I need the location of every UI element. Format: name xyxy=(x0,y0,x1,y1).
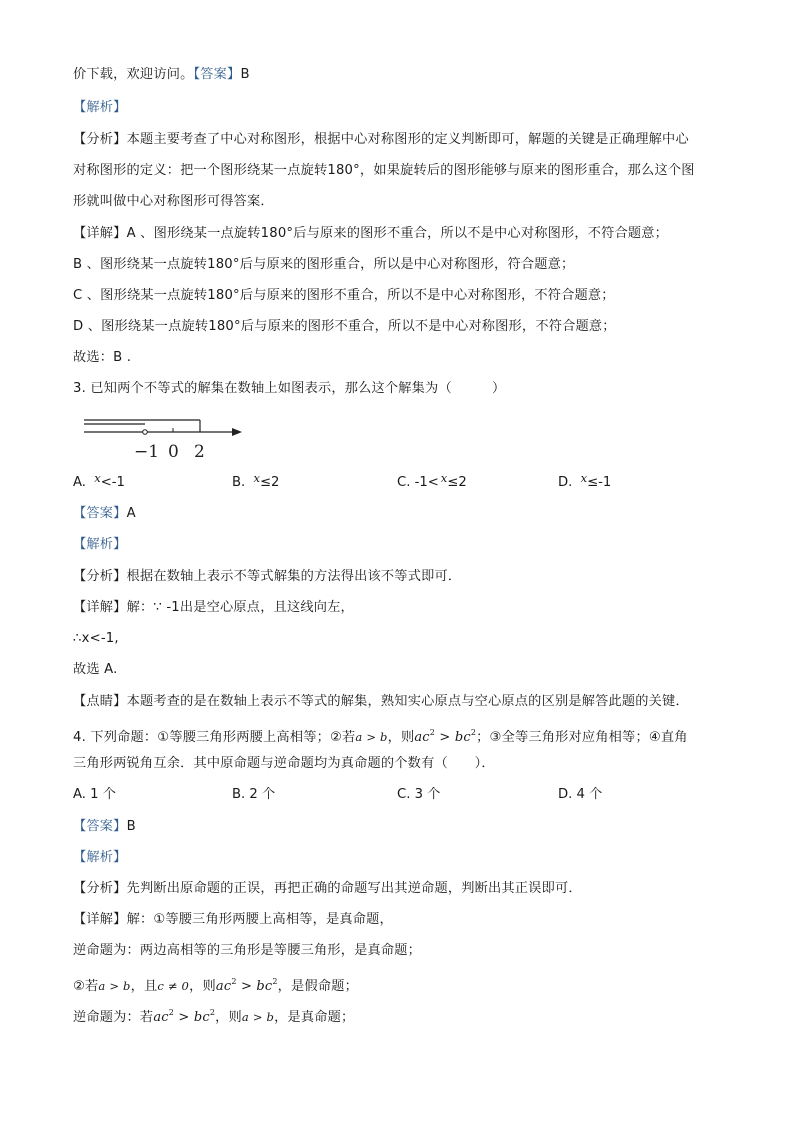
xiangjie-tag: 【详解】 xyxy=(73,912,127,927)
answer-tag: 【答案】 xyxy=(73,506,127,521)
math-a-gt-b: a > b xyxy=(98,979,131,993)
q4-stem-line-2: 三角形两锐角互余．其中原命题与逆命题均为真命题的个数有（ ）． xyxy=(73,756,495,771)
q2-choose: 故选：B . xyxy=(73,350,132,365)
dianjing-text: 本题考查的是在数轴上表示不等式的解集，熟知实心原点与空心原点的区别是解答此题的关键． xyxy=(126,694,689,709)
open-point xyxy=(143,430,148,435)
math-ac2-gt-bc2: $ac^2 > bc^2$ xyxy=(414,728,477,745)
option-a: A. x<-1 xyxy=(73,471,125,490)
jiexi-heading: 【解析】 xyxy=(73,850,127,865)
option-a: A. 1 个 xyxy=(73,787,116,802)
fenxi-text: 本题主要考查了中心对称图形，根据中心对称图形的定义判断即可，解题的关键是正确理解中心 xyxy=(126,132,689,147)
answer-tag: 【答案】 xyxy=(73,819,127,834)
var-x: x xyxy=(440,471,448,485)
q2-xiangjie-line-a xyxy=(73,224,723,244)
q3-fenxi-line xyxy=(73,567,723,587)
math-a-gt-b: a > b xyxy=(355,730,388,744)
answer-value: A xyxy=(126,506,136,521)
q3-dianjing-line xyxy=(73,692,723,712)
xiangjie-text: 解：①等腰三角形两腰上高相等，是真命题， xyxy=(126,912,393,927)
fenxi-tag: 【分析】 xyxy=(73,132,127,147)
option-b: B. x≤2 xyxy=(232,471,280,490)
q4-converse-1: 逆命题为：两边高相等的三角形是等腰三角形，是真命题； xyxy=(73,943,422,958)
xiangjie-text: A 、图形绕某一点旋转180°后与原来的图形不重合，所以不是中心对称图形，不符合题意； xyxy=(126,226,669,241)
intro-text: 价下载，欢迎访问。 xyxy=(73,67,194,82)
answer-value: B xyxy=(240,67,250,82)
q3-therefore: ∴x<-1, xyxy=(73,631,119,646)
math-ac2-gt-bc2: $ac^2 > bc^2$ xyxy=(153,1008,216,1025)
q2-line-b: B 、图形绕某一点旋转180°后与原来的图形重合，所以是中心对称图形，符合题意； xyxy=(73,257,575,272)
label-two: 2 xyxy=(194,442,205,462)
dianjing-tag: 【点睛】 xyxy=(73,694,127,709)
xiangjie-tag: 【详解】 xyxy=(73,226,127,241)
jiexi-heading: 【解析】 xyxy=(73,537,127,552)
q3-answer-line xyxy=(73,504,723,524)
option-d: D. x≤-1 xyxy=(558,471,612,490)
q2-intro-line xyxy=(73,65,723,85)
var-x: x xyxy=(253,471,260,485)
answer-tag: 【答案】 xyxy=(193,67,241,82)
math-ac2-gt-bc2: $ac^2 > bc^2$ xyxy=(215,977,278,994)
number-line-figure xyxy=(82,412,252,462)
q2-line-d: D 、图形绕某一点旋转180°后与原来的图形不重合，所以不是中心对称图形，不符合题意； xyxy=(73,319,616,334)
q4-stem-line-1: 4. 下列命题：①等腰三角形两腰上高相等；②若a > b，则$ac^2 > bc^2$；③全等三角形对应角相等；④直角 xyxy=(73,728,688,745)
math-a-gt-b: a > b xyxy=(241,1010,275,1024)
q3-xiangjie-line xyxy=(73,598,723,618)
fenxi-text: 先判断出原命题的正误，再把正确的命题写出其逆命题，判断出其正误即可． xyxy=(126,881,582,896)
fenxi-tag: 【分析】 xyxy=(73,569,127,584)
q4-fenxi-line xyxy=(73,879,723,899)
q4-line-3: 逆命题为：若$ac^2 > bc^2$，则a > b，是真命题； xyxy=(73,1008,355,1025)
q4-answer-line xyxy=(73,817,723,837)
label-zero: 0 xyxy=(168,442,179,462)
xiangjie-text: 解：∵ -1出是空心原点，且这线向左， xyxy=(126,600,354,615)
var-x: x xyxy=(580,471,588,485)
q4-xiangjie-line xyxy=(73,910,723,930)
fenxi-text: 根据在数轴上表示不等式解集的方法得出该不等式即可． xyxy=(126,569,462,584)
axis-arrow xyxy=(232,428,242,436)
q4-line-2: ②若a > b，且c ≠ 0，则$ac^2 > bc^2$，是假命题； xyxy=(73,977,358,994)
q2-fenxi-line-2: 对称图形的定义：把一个图形绕某一点旋转180°，如果旋转后的图形能够与原来的图形重合，那么这个图 xyxy=(73,163,695,178)
q3-choose: 故选 A. xyxy=(73,662,118,677)
option-b: B. 2 个 xyxy=(232,787,276,802)
option-c: C. 3 个 xyxy=(397,787,441,802)
answer-value: B xyxy=(126,819,136,834)
q2-line-c: C 、图形绕某一点旋转180°后与原来的图形不重合，所以不是中心对称图形，不符合题意； xyxy=(73,288,615,303)
option-c: C. -1< x≤2 xyxy=(397,471,467,490)
fenxi-tag: 【分析】 xyxy=(73,881,127,896)
option-d: D. 4 个 xyxy=(558,787,603,802)
label-minus-one: −1 xyxy=(134,442,160,462)
q2-fenxi-line-3: 形就叫做中心对称图形可得答案． xyxy=(73,194,274,209)
xiangjie-tag: 【详解】 xyxy=(73,600,127,615)
math-c-ne-0: c ≠ 0 xyxy=(157,979,190,993)
var-x: x xyxy=(94,471,101,485)
q3-stem: 3. 已知两个不等式的解集在数轴上如图表示，那么这个解集为（ ） xyxy=(73,381,506,396)
jiexi-heading: 【解析】 xyxy=(73,100,127,115)
q2-fenxi-line-1 xyxy=(73,130,723,150)
